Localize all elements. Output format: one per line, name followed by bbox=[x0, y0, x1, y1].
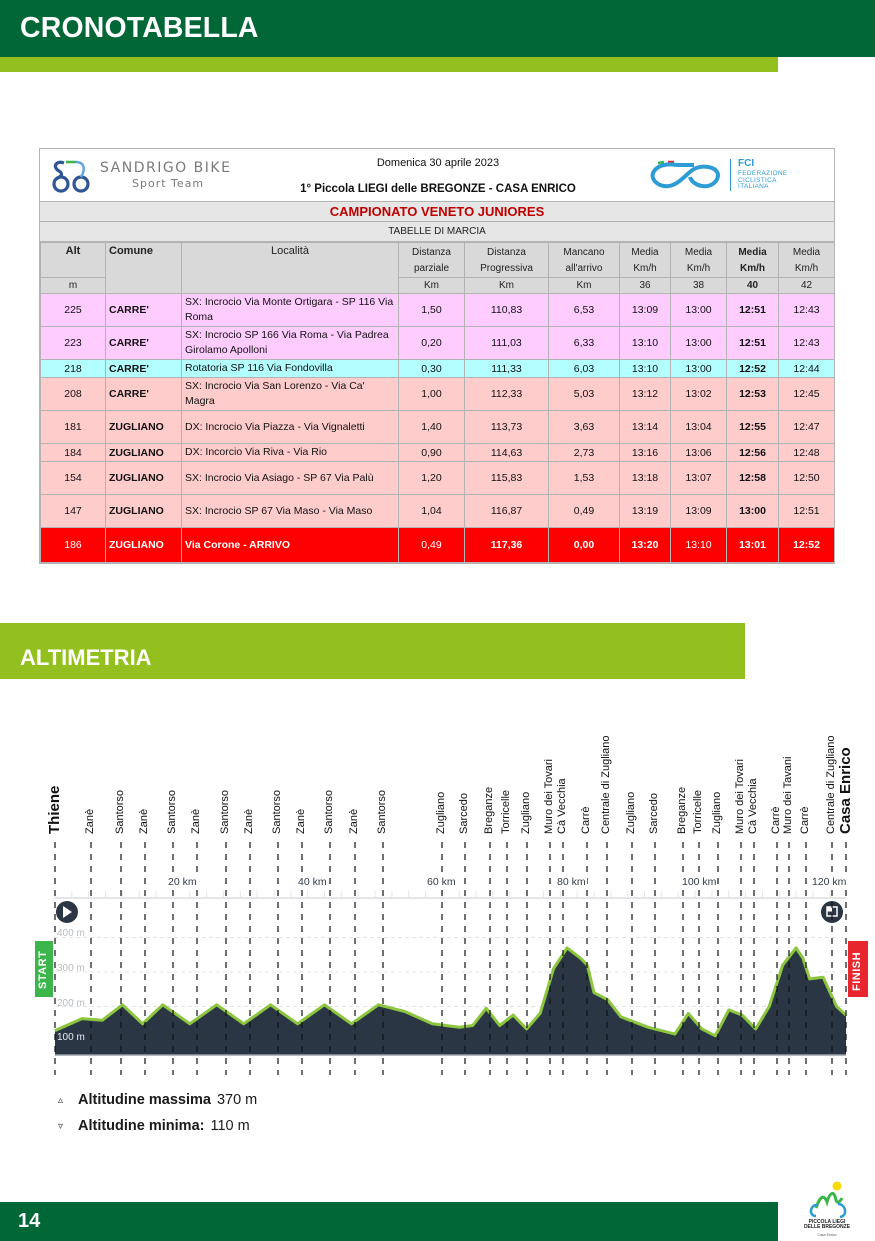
cell-time-42: 12:43 bbox=[779, 294, 835, 327]
cell-time-38: 13:00 bbox=[671, 294, 727, 327]
col-media-unit: Km/h bbox=[633, 263, 657, 274]
bike-logo-icon bbox=[50, 157, 96, 193]
table-row bbox=[41, 444, 835, 462]
fci-divider bbox=[730, 159, 731, 191]
cell-localita: Via Corone - ARRIVO bbox=[182, 528, 399, 563]
col-media-38 bbox=[671, 243, 727, 278]
timetable-sheet bbox=[39, 148, 835, 564]
cell-time-40: 12:51 bbox=[727, 294, 779, 327]
cell-time-42: 12:45 bbox=[779, 378, 835, 411]
place-label: Centrale di Zugliano bbox=[600, 735, 612, 834]
speed-38: 38 bbox=[671, 278, 727, 294]
place-label: Santorso bbox=[271, 789, 283, 834]
cell-comune: CARRE' bbox=[106, 294, 182, 327]
place-label: Thiene bbox=[46, 785, 63, 834]
cell-alt: 184 bbox=[41, 444, 106, 462]
cell-time-40: 12:53 bbox=[727, 378, 779, 411]
cell-alt: 208 bbox=[41, 378, 106, 411]
cell-time-36: 13:18 bbox=[620, 462, 671, 495]
header-accent-bar bbox=[0, 57, 778, 72]
page-title: CRONOTABELLA bbox=[20, 12, 259, 44]
cell-time-40: 13:01 bbox=[727, 528, 779, 563]
alt-tick-300: 300 m bbox=[57, 963, 85, 974]
place-label: Breganze bbox=[676, 786, 688, 834]
place-label: Santorso bbox=[114, 789, 126, 834]
finish-label: FINISH bbox=[851, 951, 863, 991]
fci-logo bbox=[646, 155, 826, 195]
logo-line3: Casa Enrico bbox=[817, 1233, 837, 1237]
cell-parziale: 0,20 bbox=[399, 327, 465, 360]
cell-mancano: 0,49 bbox=[549, 495, 620, 528]
max-altitude-row bbox=[58, 1087, 257, 1113]
cell-localita: Rotatoria SP 116 Via Fondovilla bbox=[182, 360, 399, 378]
place-label: Breganze bbox=[483, 786, 495, 834]
finish-tag bbox=[848, 941, 868, 997]
col-media-label: Media bbox=[792, 247, 821, 258]
km-tick-100: 100 km bbox=[682, 876, 717, 888]
event-date: Domenica 30 aprile 2023 bbox=[376, 157, 500, 169]
elevation-profile-chart bbox=[0, 730, 875, 1075]
cell-time-42: 12:50 bbox=[779, 462, 835, 495]
cell-progressiva: 115,83 bbox=[465, 462, 549, 495]
col-mancano-l1: Mancano bbox=[563, 247, 605, 258]
cell-localita: SX: Incrocio SP 166 Via Roma - Via Padrea Girolamo Apolloni bbox=[182, 327, 399, 360]
triangle-up-icon: ▵ bbox=[58, 1094, 64, 1106]
col-media-unit: Km/h bbox=[686, 263, 711, 274]
place-label: Torricelle bbox=[692, 789, 704, 834]
cell-time-36: 13:14 bbox=[620, 411, 671, 444]
cell-time-42: 12:51 bbox=[779, 495, 835, 528]
timetable-subtitle: TABELLE DI MARCIA bbox=[40, 222, 834, 242]
cell-time-36: 13:09 bbox=[620, 294, 671, 327]
km-tick-120: 120 km bbox=[812, 876, 847, 888]
cell-alt: 218 bbox=[41, 360, 106, 378]
cell-time-36: 13:10 bbox=[620, 360, 671, 378]
col-media-36 bbox=[620, 243, 671, 278]
cell-mancano: 1,53 bbox=[549, 462, 620, 495]
alt-tick-400: 400 m bbox=[57, 928, 85, 939]
cell-time-38: 13:02 bbox=[671, 378, 727, 411]
cell-localita: SX: Incrocio SP 67 Via Maso - Via Maso bbox=[182, 495, 399, 528]
cell-time-38: 13:06 bbox=[671, 444, 727, 462]
place-label: Zugliano bbox=[435, 791, 447, 834]
col-media-unit: Km/h bbox=[794, 263, 819, 274]
cell-progressiva: 112,33 bbox=[465, 378, 549, 411]
min-altitude-label: Altitudine minima: bbox=[78, 1118, 205, 1134]
place-label: Zugliano bbox=[711, 791, 723, 834]
cell-parziale: 0,49 bbox=[399, 528, 465, 563]
cell-parziale: 0,90 bbox=[399, 444, 465, 462]
cell-alt: 154 bbox=[41, 462, 106, 495]
fci-name-line3: ITALIANA bbox=[738, 183, 769, 190]
km-tick-80: 80 km bbox=[557, 876, 586, 888]
cell-time-42: 12:52 bbox=[779, 528, 835, 563]
place-label: Sarcedo bbox=[458, 793, 470, 834]
cyclist-logo-icon bbox=[796, 1178, 858, 1220]
sandrigo-logo-line1: SANDRIGO BIKE bbox=[100, 160, 232, 176]
cell-time-38: 13:10 bbox=[671, 528, 727, 563]
cell-time-38: 13:09 bbox=[671, 495, 727, 528]
place-label: Muro dei Tovari bbox=[543, 759, 555, 834]
col-distanza-parziale-l2: parziale bbox=[413, 263, 450, 274]
col-localita: Località bbox=[182, 243, 399, 294]
table-row bbox=[41, 462, 835, 495]
col-media-label: Media bbox=[684, 247, 713, 258]
sheet-header bbox=[40, 149, 834, 202]
col-distanza-parziale bbox=[399, 243, 465, 278]
table-row bbox=[41, 378, 835, 411]
cell-time-36: 13:16 bbox=[620, 444, 671, 462]
cell-parziale: 1,50 bbox=[399, 294, 465, 327]
cell-time-36: 13:20 bbox=[620, 528, 671, 563]
speed-36: 36 bbox=[620, 278, 671, 294]
table-header-row bbox=[41, 243, 835, 278]
unit-progressiva: Km bbox=[465, 278, 549, 294]
max-altitude-label: Altitudine massima bbox=[78, 1092, 211, 1108]
place-label: Zugliano bbox=[625, 791, 637, 834]
timetable-body bbox=[41, 294, 835, 563]
alt-tick-200: 200 m bbox=[57, 998, 85, 1009]
cell-alt: 225 bbox=[41, 294, 106, 327]
col-distanza-progressiva-l2: Progressiva bbox=[480, 263, 533, 274]
event-name: 1° Piccola LIEGI delle BREGONZE - CASA ENRICO bbox=[300, 183, 576, 195]
cell-time-38: 13:00 bbox=[671, 327, 727, 360]
logo-text bbox=[796, 1220, 858, 1230]
cell-mancano: 6,53 bbox=[549, 294, 620, 327]
cell-time-38: 13:04 bbox=[671, 411, 727, 444]
cell-time-40: 12:58 bbox=[727, 462, 779, 495]
cell-comune: CARRE' bbox=[106, 378, 182, 411]
place-label: Centrale di Zugliano bbox=[825, 735, 837, 834]
alt-tick-100: 100 m bbox=[57, 1032, 85, 1043]
speed-40: 40 bbox=[727, 278, 779, 294]
cell-mancano: 0,00 bbox=[549, 528, 620, 563]
cell-alt: 186 bbox=[41, 528, 106, 563]
col-media-label: Media bbox=[631, 247, 659, 258]
place-label: Carrè bbox=[580, 806, 592, 834]
altimetria-title: ALTIMETRIA bbox=[20, 645, 152, 670]
col-distanza-progressiva bbox=[465, 243, 549, 278]
cell-progressiva: 111,03 bbox=[465, 327, 549, 360]
col-distanza-parziale-l1: Distanza bbox=[412, 247, 451, 258]
km-tick-40: 40 km bbox=[298, 876, 327, 888]
table-row bbox=[41, 411, 835, 444]
speed-42: 42 bbox=[779, 278, 835, 294]
unit-alt: m bbox=[41, 278, 106, 294]
cell-comune: ZUGLIANO bbox=[106, 528, 182, 563]
cell-time-40: 12:56 bbox=[727, 444, 779, 462]
table-row bbox=[41, 495, 835, 528]
col-mancano-l2: all'arrivo bbox=[565, 263, 603, 274]
cell-comune: ZUGLIANO bbox=[106, 462, 182, 495]
col-mancano bbox=[549, 243, 620, 278]
col-alt: Alt bbox=[41, 243, 106, 278]
col-comune: Comune bbox=[106, 243, 182, 294]
cell-time-40: 12:51 bbox=[727, 327, 779, 360]
cell-localita: SX: Incrocio Via Asiago - SP 67 Via Palù bbox=[182, 462, 399, 495]
cell-parziale: 1,20 bbox=[399, 462, 465, 495]
place-label: Santorso bbox=[219, 789, 231, 834]
table-row bbox=[41, 360, 835, 378]
cell-mancano: 6,03 bbox=[549, 360, 620, 378]
cell-time-40: 12:55 bbox=[727, 411, 779, 444]
cell-comune: CARRE' bbox=[106, 360, 182, 378]
place-label: Casa Enrico bbox=[837, 747, 854, 834]
km-tick-60: 60 km bbox=[427, 876, 456, 888]
max-altitude-value: 370 m bbox=[216, 1092, 258, 1108]
triangle-down-icon: ▿ bbox=[58, 1120, 64, 1132]
min-altitude-value: 110 m bbox=[210, 1118, 250, 1134]
place-label: Sarcedo bbox=[648, 793, 660, 834]
cell-parziale: 1,04 bbox=[399, 495, 465, 528]
place-label: Santorso bbox=[166, 789, 178, 834]
page-number: 14 bbox=[18, 1210, 41, 1232]
altimetria-band bbox=[0, 623, 745, 679]
cell-localita: SX: Incrocio Via Monte Ortigara - SP 116 Via Roma bbox=[182, 294, 399, 327]
place-label: Carrè bbox=[799, 806, 811, 834]
place-label: Santorso bbox=[323, 789, 335, 834]
timetable bbox=[40, 242, 835, 563]
place-label: Cà Vecchia bbox=[556, 778, 568, 834]
cell-parziale: 0,30 bbox=[399, 360, 465, 378]
cell-time-42: 12:43 bbox=[779, 327, 835, 360]
cell-time-42: 12:47 bbox=[779, 411, 835, 444]
cell-time-42: 12:48 bbox=[779, 444, 835, 462]
col-media-unit: Km/h bbox=[740, 263, 765, 274]
start-tag bbox=[35, 941, 53, 997]
cell-time-38: 13:07 bbox=[671, 462, 727, 495]
place-label: Zanè bbox=[138, 808, 150, 834]
cell-comune: ZUGLIANO bbox=[106, 411, 182, 444]
cell-progressiva: 110,83 bbox=[465, 294, 549, 327]
place-label: Zanè bbox=[295, 808, 307, 834]
place-label: Torricelle bbox=[500, 789, 512, 834]
cell-progressiva: 111,33 bbox=[465, 360, 549, 378]
logo-line2: DELLE BREGONZE bbox=[803, 1224, 851, 1230]
cell-time-42: 12:44 bbox=[779, 360, 835, 378]
place-label: Muro dei Tavani bbox=[782, 756, 794, 834]
cell-parziale: 1,40 bbox=[399, 411, 465, 444]
table-row bbox=[41, 327, 835, 360]
cell-alt: 147 bbox=[41, 495, 106, 528]
cell-parziale: 1,00 bbox=[399, 378, 465, 411]
fci-bike-icon bbox=[646, 155, 726, 195]
sandrigo-logo-line2: Sport Team bbox=[132, 177, 205, 190]
place-label: Zanè bbox=[84, 808, 96, 834]
unit-mancano: Km bbox=[549, 278, 620, 294]
cell-comune: CARRE' bbox=[106, 327, 182, 360]
cell-comune: ZUGLIANO bbox=[106, 444, 182, 462]
cell-time-40: 13:00 bbox=[727, 495, 779, 528]
col-distanza-progressiva-l1: Distanza bbox=[487, 247, 526, 258]
cell-mancano: 3,63 bbox=[549, 411, 620, 444]
cell-progressiva: 117,36 bbox=[465, 528, 549, 563]
cell-mancano: 2,73 bbox=[549, 444, 620, 462]
fci-name-line1: FEDERAZIONE bbox=[738, 170, 788, 177]
col-media-label: Media bbox=[738, 247, 767, 258]
place-label: Zanè bbox=[243, 808, 255, 834]
start-label: START bbox=[37, 950, 49, 989]
col-media-40 bbox=[727, 243, 779, 278]
cell-alt: 181 bbox=[41, 411, 106, 444]
place-label: Zanè bbox=[348, 808, 360, 834]
cell-localita: DX: Incrocio Via Piazza - Via Vignaletti bbox=[182, 411, 399, 444]
cell-localita: DX: Incorcio Via Riva - Via Rio bbox=[182, 444, 399, 462]
altitude-stats bbox=[58, 1087, 257, 1139]
cell-progressiva: 116,87 bbox=[465, 495, 549, 528]
cell-time-36: 13:19 bbox=[620, 495, 671, 528]
cell-time-36: 13:12 bbox=[620, 378, 671, 411]
place-label: Carrè bbox=[770, 806, 782, 834]
place-label: Zanè bbox=[190, 808, 202, 834]
cell-localita: SX: Incrocio Via San Lorenzo - Via Ca' Magra bbox=[182, 378, 399, 411]
km-tick-20: 20 km bbox=[168, 876, 197, 888]
fci-name-line2: CICLISTICA bbox=[738, 176, 777, 184]
cell-time-36: 13:10 bbox=[620, 327, 671, 360]
logo-line1: PICCOLA LIEGI bbox=[808, 1219, 846, 1225]
cell-mancano: 5,03 bbox=[549, 378, 620, 411]
place-label: Santorso bbox=[376, 789, 388, 834]
cell-alt: 223 bbox=[41, 327, 106, 360]
fci-name bbox=[738, 171, 788, 191]
championship-title: CAMPIONATO VENETO JUNIORES bbox=[40, 202, 834, 222]
min-altitude-row bbox=[58, 1113, 257, 1139]
cell-progressiva: 113,73 bbox=[465, 411, 549, 444]
place-label: Cà Vecchia bbox=[747, 778, 759, 834]
place-label: Zugliano bbox=[520, 791, 532, 834]
header-band bbox=[0, 0, 875, 57]
cell-comune: ZUGLIANO bbox=[106, 495, 182, 528]
place-label: Muro dei Tovari bbox=[734, 759, 746, 834]
table-row bbox=[41, 294, 835, 327]
footer-band bbox=[0, 1202, 778, 1241]
cell-time-40: 12:52 bbox=[727, 360, 779, 378]
table-row bbox=[41, 528, 835, 563]
piccola-liegi-logo bbox=[796, 1178, 858, 1240]
cell-progressiva: 114,63 bbox=[465, 444, 549, 462]
cell-mancano: 6,33 bbox=[549, 327, 620, 360]
unit-parziale: Km bbox=[399, 278, 465, 294]
cell-time-38: 13:00 bbox=[671, 360, 727, 378]
col-media-42 bbox=[779, 243, 835, 278]
fci-abbr: FCI bbox=[738, 158, 755, 169]
sandrigo-bike-logo bbox=[50, 157, 250, 193]
